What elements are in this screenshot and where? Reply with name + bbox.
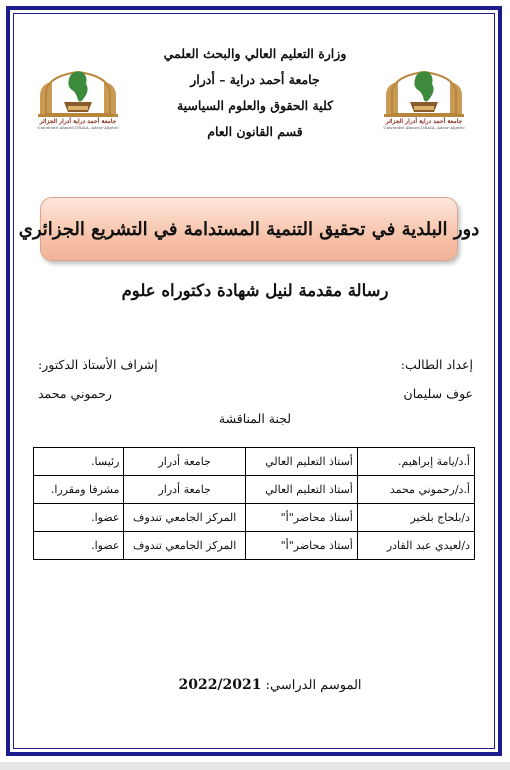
student-label: إعداد الطالب:: [400, 357, 473, 372]
thesis-title-box: [18, 197, 480, 261]
academic-year-value: 2022/2021: [178, 677, 262, 693]
member-institution: جامعة أدرار: [124, 448, 245, 476]
thesis-title: دور البلدية في تحقيق التنمية المستدامة في التشريع الجزائري: [18, 218, 480, 240]
table-row: [34, 532, 475, 560]
member-name: أ.د/يامة إبراهيم.: [357, 448, 474, 476]
ministry-name: وزارة التعليم العالي والبحث العلمي: [163, 46, 347, 61]
department-name: قسم القانون العام: [207, 124, 303, 139]
university-logo-left: [30, 62, 126, 134]
logo-caption-ar: جامعة أحمد دراية أدرار الجزائر: [39, 118, 117, 125]
member-role: مشرفا ومقررا.: [34, 476, 124, 504]
member-name: د/لعيدي عبد القادر: [357, 532, 474, 560]
degree-statement: رسالة مقدمة لنيل شهادة دكتوراه علوم: [121, 281, 389, 300]
supervisor-label: إشراف الأستاذ الدكتور:: [38, 357, 158, 372]
member-name: أ.د/رحموني محمد: [357, 476, 474, 504]
member-institution: جامعة أدرار: [124, 476, 245, 504]
member-rank: أستاذ محاضر"أ": [245, 504, 357, 532]
member-institution: المركز الجامعي تندوف: [124, 532, 245, 560]
university-logo-right: [376, 62, 472, 134]
academic-year-label: الموسم الدراسي:: [265, 678, 362, 693]
university-name: جامعة أحمد دراية – أدرار: [190, 72, 320, 87]
logo-caption-fr: Université Ahmed DRAIA, Adrar-Algérie: [383, 125, 465, 130]
member-role: عضوا.: [34, 532, 124, 560]
student-name: عوف سليمان: [403, 386, 473, 401]
table-row: [34, 504, 475, 532]
viewer-bottom-strip: [0, 762, 510, 770]
faculty-name: كلية الحقوق والعلوم السياسية: [176, 98, 334, 113]
member-rank: أستاذ التعليم العالي: [245, 476, 357, 504]
academic-year: [160, 677, 380, 693]
supervisor-name: رحموني محمد: [38, 386, 112, 401]
logo-caption-fr: Université Ahmed DRAIA, Adrar-Algérie: [37, 125, 119, 130]
member-role: عضوا.: [34, 504, 124, 532]
table-row: [34, 448, 475, 476]
member-rank: أستاذ محاضر"أ": [245, 532, 357, 560]
member-rank: أستاذ التعليم العالي: [245, 448, 357, 476]
member-name: د/بلحاج بلخير: [357, 504, 474, 532]
member-institution: المركز الجامعي تندوف: [124, 504, 245, 532]
member-role: رئيسا.: [34, 448, 124, 476]
table-row: [34, 476, 475, 504]
logo-caption-ar: جامعة أحمد دراية أدرار الجزائر: [385, 118, 463, 125]
committee-table: [33, 447, 475, 560]
committee-title: لجنة المناقشة: [218, 411, 292, 426]
